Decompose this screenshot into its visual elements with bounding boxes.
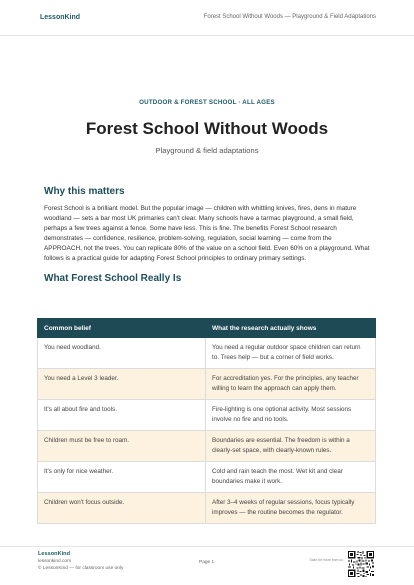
research-cell: After 3–4 weeks of regular sessions, focus typically improves — the routine becomes the regulator.: [206, 493, 376, 524]
research-cell: Boundaries are essential. The freedom is within a clearly-set space, with clearly-known rules.: [206, 431, 376, 462]
belief-cell: Children won't focus outside.: [38, 493, 206, 524]
qr-code-icon[interactable]: [348, 551, 374, 577]
header-running-title: Forest School Without Woods — Playground & Field Adaptations: [203, 14, 376, 20]
footer-site-link[interactable]: lessonkind.com: [38, 559, 72, 564]
page-title: Forest School Without Woods: [85, 119, 329, 138]
belief-cell: You need woodland.: [38, 338, 206, 369]
section-heading-what: What Forest School Really Is: [44, 273, 182, 284]
research-cell: For accreditation yes. For the principles, any teacher willing to learn the approach can apply them.: [206, 369, 376, 400]
column-header-research: What the research actually shows: [206, 319, 376, 338]
intro-paragraph: Forest School is a brilliant model. But the popular image — children with whittling knives, fires, dens in mature woodland — sets a bar most UK primaries can't clear. Many schools have a tarmac playground, a small field, perhaps a few trees against a fence. Some have less. This is fine. The benefits Forest School research demonstrates — confidence, resilience, problem-solving, regulation, social learning — come from the APPROACH, not the trees. You can replicate 80% of the value on a school field. Even 60% on a playground. What follows is a practical guide for adapting Forest School principles to ordinary primary settings.: [44, 205, 370, 262]
belief-cell: It's only for nice weather.: [38, 462, 206, 493]
qr-caption: Scan for more from us: [309, 558, 343, 562]
table-header-row: [38, 319, 376, 338]
footer-copyright: © LessonKind — for classroom use only: [38, 566, 124, 571]
table-row: [38, 431, 376, 462]
table-row: [38, 493, 376, 524]
belief-cell: It's all about fire and tools.: [38, 400, 206, 431]
table-row: [38, 338, 376, 369]
page-number: Page 1: [199, 560, 215, 565]
belief-cell: Children must be free to roam.: [38, 431, 206, 462]
table-row: [38, 369, 376, 400]
research-cell: You need a regular outdoor space children can return to. Trees help — but a corner of field works.: [206, 338, 376, 369]
footer-brand: LessonKind: [38, 551, 71, 557]
column-header-belief: Common belief: [38, 319, 206, 338]
table-row: [38, 400, 376, 431]
section-heading-why: Why this matters: [44, 186, 125, 197]
research-cell: Cold and rain teach the most. Wet kit and clear boundaries make it work.: [206, 462, 376, 493]
kicker: OUTDOOR & FOREST SCHOOL · ALL AGES: [139, 99, 275, 106]
belief-cell: You need a Level 3 leader.: [38, 369, 206, 400]
research-cell: Fire-lighting is one optional activity. Most sessions involve no fire and no tools.: [206, 400, 376, 431]
page-subtitle: Playground & field adaptations: [155, 146, 259, 155]
table-row: [38, 462, 376, 493]
header-brand: LessonKind: [40, 14, 81, 21]
belief-table: [37, 318, 376, 524]
page-footer: [0, 546, 414, 585]
page-header: [0, 0, 414, 36]
